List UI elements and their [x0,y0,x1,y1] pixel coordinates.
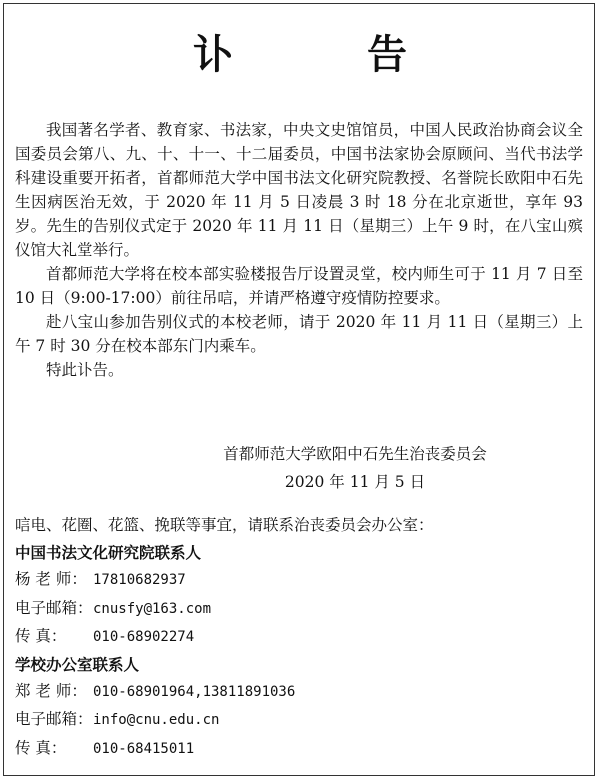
contact-row [15,595,585,623]
contact-row [15,566,585,594]
contact-group-header: 中国书法文化研究院联系人 [15,543,202,563]
contact-group-header: 学校办公室联系人 [15,655,140,675]
paragraph: 赴八宝山参加告别仪式的本校老师，请于 2020 年 11 月 11 日（星期三）上午 7 时 30 分在校本部东门内乘车。 [15,313,583,355]
paragraph: 特此讣告。 [46,361,124,379]
contact-label: 电子邮箱： [15,710,93,729]
contact-label: 郑 老 师： [15,682,87,701]
contact-label: 传 真： [15,738,67,757]
phone-number: 17810682937 [93,572,186,589]
announcement-body [15,118,583,382]
email-address: info@cnu.edu.cn [93,712,220,729]
fax-number: 010-68415011 [93,740,195,757]
page-title: 讣 告 [193,32,467,78]
contact-label: 传 真： [15,626,67,645]
signature-block [0,440,600,496]
email-address: cnusfy@163.com [93,600,212,617]
paragraph: 首都师范大学将在校本部实验楼报告厅设置灵堂，校内师生可于 11 月 7 日至 10 日（9:00-17:00）前往吊唁，并请严格遵守疫情防控要求。 [15,265,583,307]
fax-number: 010-68902274 [93,628,195,645]
contact-label: 电子邮箱： [15,598,93,617]
contact-row [15,678,585,706]
contact-intro: 唁电、花圈、花篮、挽联等事宜，请联系治丧委员会办公室： [15,516,434,534]
contact-row [15,623,585,651]
signature-org: 首都师范大学欧阳中石先生治丧委员会 [223,445,487,463]
signature-date: 2020 年 11 月 5 日 [284,473,426,491]
contact-row [15,706,585,734]
contact-label: 杨 老 师： [15,570,87,589]
phone-number: 010-68901964,13811891036 [93,684,296,701]
contact-row [15,735,585,763]
paragraph: 我国著名学者、教育家、书法家，中央文史馆馆员，中国人民政治协商会议全国委员会第八、九、十、十一、十二届委员，中国书法家协会原顾问、当代书法学科建设重要开拓者，首都师范大学中国书法文化研究院教授、名誉院长欧阳中石先生因病医治无效，于 2020 年 11 月 5 日凌晨 3 时 18 分在北京逝世，享年 93 岁。先生的告别仪式定于 2020 年 11 月 11 日（星期三）上午 9 时，在八宝山殡仪馆大礼堂举行。 [15,121,583,259]
contact-section [15,512,585,763]
